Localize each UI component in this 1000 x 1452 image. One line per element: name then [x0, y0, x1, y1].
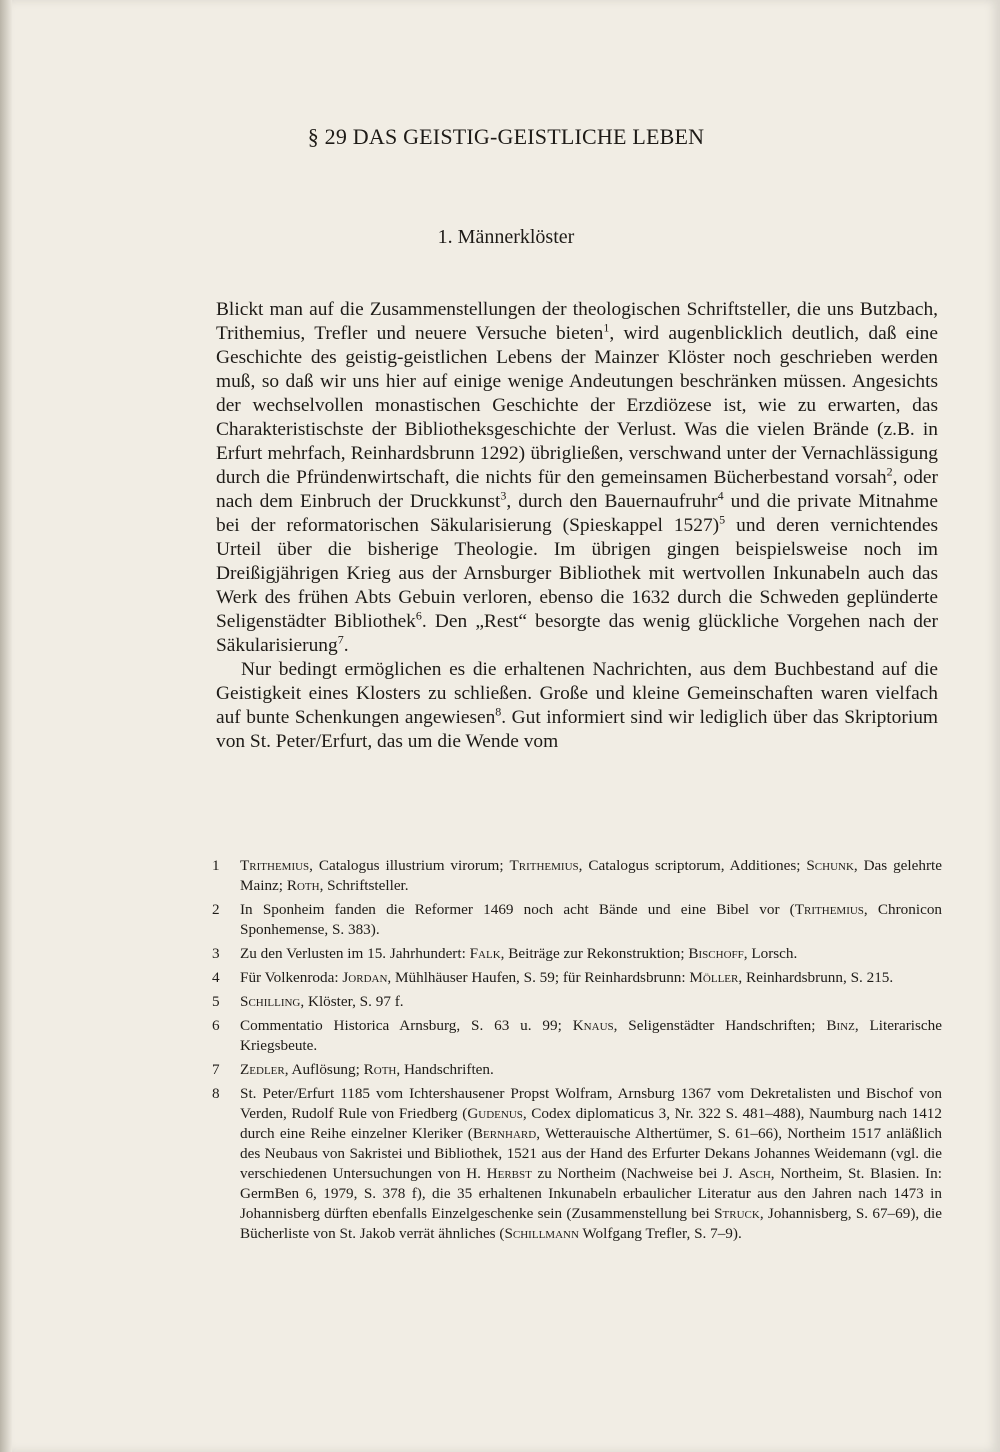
- footnote-ref-1[interactable]: 1: [603, 320, 610, 335]
- footnote: [212, 992, 942, 1012]
- author-name: Trithemius: [509, 857, 579, 874]
- footnote-text: [240, 968, 942, 988]
- footnote-number: 8: [212, 1085, 220, 1102]
- footnote-fragment: , Codex diplomaticus 3, Nr. 322 S. 481–488), Naumburg nach 1412 durch eine Reihe einzelner Kleriker (: [240, 1105, 942, 1142]
- main-text: [216, 298, 938, 754]
- footnote-fragment: , Reinhardsbrunn, S. 215.: [738, 969, 894, 986]
- footnote: [212, 1016, 942, 1056]
- footnote-fragment: , Catalogus illustrium virorum;: [309, 857, 510, 874]
- footnote-fragment: Für Volkenroda:: [240, 969, 343, 986]
- footnote-text: [240, 900, 942, 940]
- author-name: Möller: [689, 969, 739, 986]
- author-name: Struck: [714, 1205, 760, 1222]
- footnote-fragment: , Seligenstädter Handschriften;: [613, 1017, 827, 1034]
- footnote-fragment: In Sponheim fanden die Reformer 1469 noch acht Bände und eine Bibel vor (: [240, 901, 795, 918]
- footnote-ref-4[interactable]: 4: [717, 488, 724, 503]
- footnote-text: [240, 992, 942, 1012]
- author-name: Bernhard: [472, 1125, 537, 1142]
- author-name: Gudenus: [467, 1105, 523, 1122]
- author-name: Schilling: [240, 993, 301, 1010]
- author-name: Zedler: [240, 1061, 285, 1078]
- footnote: [212, 1084, 942, 1244]
- footnote: [212, 1060, 942, 1080]
- scan-left-edge: [0, 0, 12, 1452]
- section-title: § 29 DAS GEISTIG-GEISTLICHE LEBEN: [307, 124, 705, 149]
- footnote-fragment: , Auflösung;: [284, 1061, 364, 1078]
- footnote-text: [240, 944, 942, 964]
- author-name: Schillmann: [504, 1225, 579, 1242]
- author-name: Jordan: [342, 969, 388, 986]
- footnote-fragment: , Mühlhäuser Haufen, S. 59; für Reinhardsbrunn:: [387, 969, 690, 986]
- footnote-fragment: , Das gelehrte Mainz;: [240, 857, 942, 894]
- footnote-ref-3[interactable]: 3: [500, 488, 507, 503]
- document-page: [12, 0, 1000, 1452]
- footnote: [212, 856, 942, 896]
- author-name: Herbst: [486, 1165, 532, 1182]
- footnote-number: 2: [212, 901, 220, 918]
- footnote-fragment: , Literarische Kriegsbeute.: [240, 1017, 942, 1054]
- footnote-fragment: , Schriftsteller.: [319, 877, 409, 894]
- footnote-fragment: , Beiträge zur Rekonstruktion;: [500, 945, 689, 962]
- footnote-text: [240, 1016, 942, 1056]
- footnotes: [212, 856, 942, 1248]
- footnote-fragment: , Chronicon Sponhemense, S. 383).: [240, 901, 943, 938]
- footnote-fragment: Zu den Verlusten im 15. Jahrhundert:: [240, 945, 470, 962]
- footnote-fragment: , Handschriften.: [396, 1061, 494, 1078]
- footnote-fragment: , Northeim, St. Blasien. In: GermBen 6, 1979, S. 378 f), die 35 erhaltenen Inkunabeln erbaulicher Literatur aus den Jahren nach 1473 in Johannisberg dürften ebenfalls Einzelgeschenke sein (Zusammenstellung bei: [240, 1165, 942, 1222]
- author-name: Roth: [363, 1061, 397, 1078]
- footnote-number: 1: [212, 857, 220, 874]
- author-name: Trithemius: [240, 857, 310, 874]
- footnote-ref-8[interactable]: 8: [495, 704, 502, 719]
- author-name: Falk: [469, 945, 501, 962]
- author-name: Roth: [286, 877, 320, 894]
- subsection-title: 1. Männerklöster: [437, 226, 575, 248]
- footnote-ref-6[interactable]: 6: [415, 608, 422, 623]
- footnote-text: [240, 1084, 942, 1244]
- footnote: [212, 944, 942, 964]
- paragraph-2: Nur bedingt ermöglichen es die erhaltenen Nachrichten, aus dem Buchbestand auf die Geistigkeit eines Klosters zu schließen. Große und kleine Gemeinschaften waren vielfach auf bunte Schenkungen angewiesen$^8$. Gut informiert sind wir lediglich über das Skriptorium von St. Peter/Erfurt, das um die Wende vom: [216, 659, 938, 752]
- footnote-fragment: zu Northeim (Nachweise bei J.: [531, 1165, 739, 1182]
- footnote-ref-5[interactable]: 5: [719, 512, 726, 527]
- paragraph-1: Blickt man auf die Zusammenstellungen der theologischen Schriftsteller, die uns Butzbach, Trithemius, Trefler und neuere Versuche bieten$^1$, wird augenblicklich deutlich, daß eine Geschichte des geistig-geistlichen Lebens der Mainzer Klöster noch geschrieben werden muß, so daß wir uns hier auf einige wenige Andeutungen beschränken müssen. Angesichts der wechselvollen monastischen Geschichte der Erzdiözese ist, wie zu erwarten, das Charakteristischste der Bibliotheksgeschichte der Verlust. Was die vielen Brände (z.B. in Erfurt mehrfach, Reinhardsbrunn 1292) übrigließen, verschwand unter der Vernachlässigung durch die Pfründenwirtschaft, die nichts für den gemeinsamen Bücherbestand vorsah$^2$, oder nach dem Einbruch der Druckkunst$^3$, durch den Bauernaufruhr$^4$ und die private Mitnahme bei der reformatorischen Säkularisierung (Spieskappel 1527)$^5$ und deren vernichtendes Urteil über die bisherige Theologie. Im übrigen gingen beispielsweise noch im Dreißigjährigen Krieg aus der Arnsburger Bibliothek mit wertvollen Inkunabeln auch das Werk des frühen Abts Gebuin verloren, ebenso die 1632 durch die Schweden geplünderte Seligenstädter Bibliothek$^6$. Den „Rest“ besorgte das wenig glückliche Vorgehen nach der Säkularisierung$^7$.: [216, 299, 939, 656]
- author-name: Trithemius: [794, 901, 864, 918]
- footnote: [212, 968, 942, 988]
- footnote-number: 3: [212, 945, 220, 962]
- footnote-number: 5: [212, 993, 220, 1010]
- author-name: Knaus: [572, 1017, 614, 1034]
- footnote-fragment: Wolfgang Trefler, S. 7–9).: [578, 1225, 742, 1242]
- footnote-number: 6: [212, 1017, 220, 1034]
- footnote-fragment: St. Peter/Erfurt 1185 vom Ichtershausener Propst Wolfram, Arnsburg 1367 vom Dekretalisten und Bischof von Verden, Rudolf Rule von Friedberg (: [240, 1085, 942, 1122]
- author-name: Asch: [738, 1165, 771, 1182]
- footnote-fragment: , Johannisberg, S. 67–69), die Bücherliste von St. Jakob verrät ähnliches (: [240, 1205, 942, 1242]
- footnote-ref-7[interactable]: 7: [337, 632, 344, 647]
- footnote-fragment: , Catalogus scriptorum, Additiones;: [578, 857, 807, 874]
- footnote-fragment: , Klöster, S. 97 f.: [300, 993, 404, 1010]
- footnote-fragment: , Lorsch.: [743, 945, 798, 962]
- footnote: [212, 900, 942, 940]
- footnote-text: [240, 1060, 942, 1080]
- footnote-text: [240, 856, 942, 896]
- footnote-fragment: Commentatio Historica Arnsburg, S. 63 u. 99;: [240, 1017, 573, 1034]
- author-name: Bischoff: [688, 945, 744, 962]
- author-name: Schunk: [806, 857, 854, 874]
- footnote-number: 7: [212, 1061, 220, 1078]
- author-name: Binz: [826, 1017, 855, 1034]
- footnote-number: 4: [212, 969, 220, 986]
- footnote-ref-2[interactable]: 2: [886, 464, 893, 479]
- footnote-fragment: , Wetterauische Althertümer, S. 61–66), Northeim 1517 anläßlich des Neubaus von Sakristei und Bibliothek, 1521 aus der Hand des Erfurter Dekans Johannes Weidemann (vgl. die verschiedenen Untersuchungen von H.: [240, 1125, 942, 1182]
